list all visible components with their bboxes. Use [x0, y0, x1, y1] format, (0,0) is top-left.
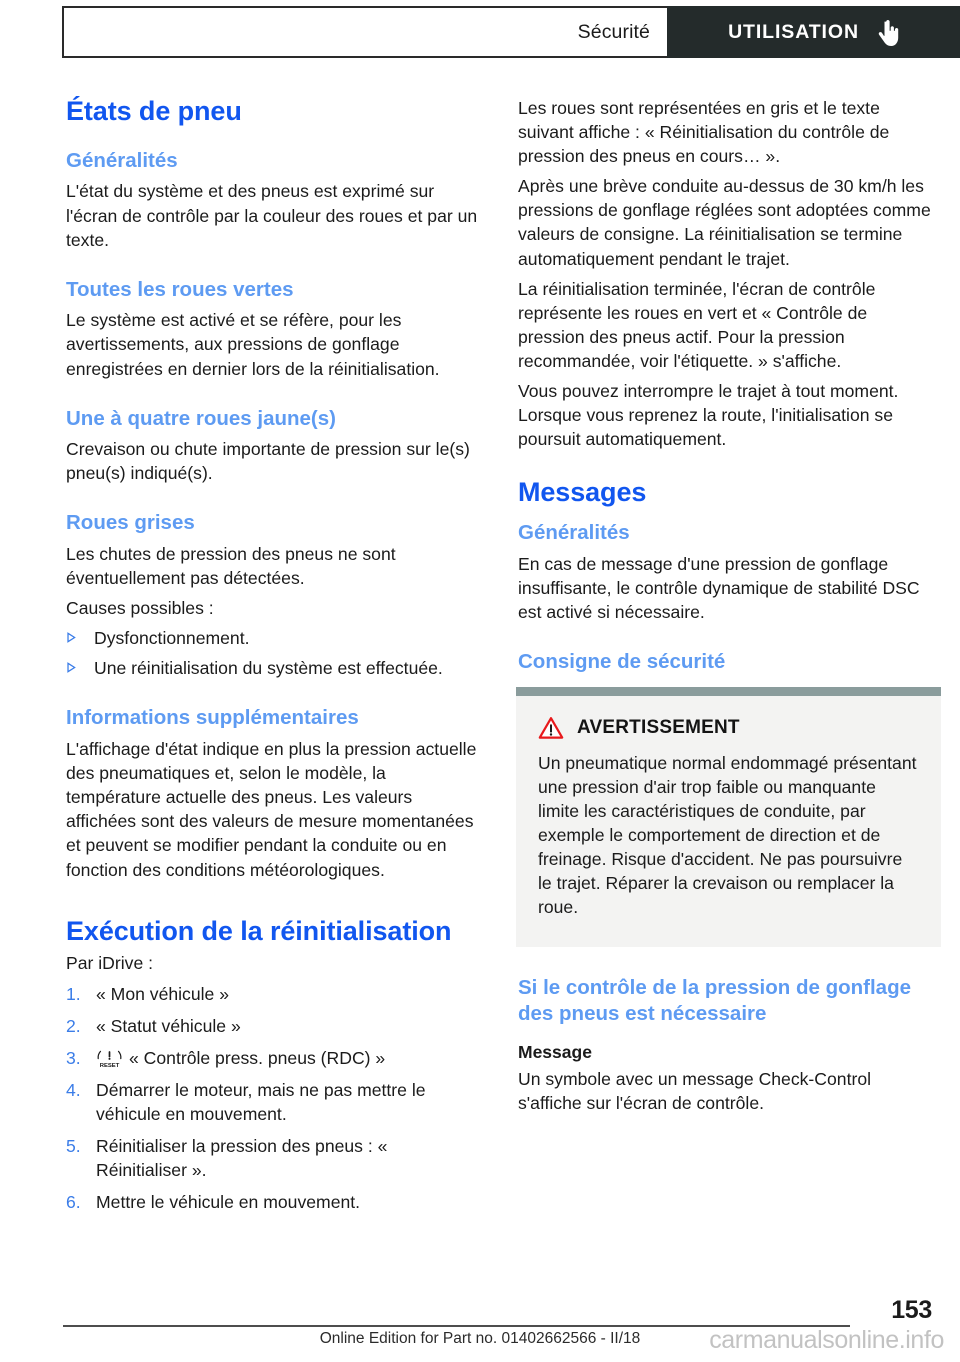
tpms-needed-subheading: Message — [518, 1042, 592, 1063]
spacer — [66, 491, 480, 511]
section-paragraph: L'affichage d'état indique en plus la pression actuelle des pneumatiques et, selon le modèle, la température actuelle des pneus. Les valeurs affichées sont des valeurs de mesure momentanées et peuvent se modifier pendant la conduite ou en fonction des conditions météorologiques. — [66, 739, 477, 880]
step-number: 4. — [66, 1079, 81, 1100]
list-item — [66, 1134, 480, 1182]
step-text-with-icon — [96, 1046, 480, 1070]
tpms-needed-heading: Si le contrôle de la pression de gonflage des pneus est nécessaire — [518, 976, 912, 1025]
section-heading-roues-grises: Roues grises — [66, 511, 195, 535]
page-header — [62, 6, 960, 58]
right-column — [518, 96, 932, 1222]
page-title: États de pneu — [66, 96, 242, 126]
spacer — [518, 457, 932, 477]
messages-general-text: En cas de message d'une pression de gonflage insuffisante, le contrôle dynamique de stabilité DSC est activé si nécessaire. — [518, 553, 920, 622]
lead-paragraph: Les roues sont représentées en gris et le texte suivant affiche : « Réinitialisation du contrôle de pression des pneus en cours… ». — [518, 98, 890, 167]
spacer — [66, 387, 480, 407]
list-item — [66, 1078, 480, 1126]
section-heading-generalites: Généralités — [66, 148, 178, 172]
section-paragraph: Causes possibles : — [66, 598, 214, 619]
section-paragraph: Crevaison ou chute importante de pression sur le(s) pneu(s) indiqué(s). — [66, 439, 470, 484]
pointing-hand-icon — [877, 20, 899, 46]
warning-header — [538, 716, 919, 740]
step-number: 6. — [66, 1192, 81, 1213]
warning-triangle-icon — [538, 716, 564, 740]
spacer — [518, 947, 932, 975]
triangle-bullet-icon — [66, 626, 94, 643]
step-number: 2. — [66, 1015, 81, 1036]
step-number: 5. — [66, 1136, 81, 1157]
left-column — [66, 96, 480, 1222]
section-heading-informations: Informations supplémentaires — [66, 706, 359, 730]
warning-text: Un pneumatique normal endommagé présentant une pression d'air trop faible ou manquante limite les caractéristiques de conduite, par exemple le comportement de direction et de freinage. Risque d'accident. Ne pas poursuivre le trajet. Réparer la crevaison ou remplacer la roue. — [538, 752, 917, 918]
warning-box-content — [516, 696, 941, 948]
step-number: 1. — [66, 983, 81, 1004]
section-heading-roues-vertes: Toutes les roues vertes — [66, 277, 294, 301]
list-item — [66, 982, 480, 1006]
lead-paragraph: Vous pouvez interrompre le trajet à tout moment. Lorsque vous reprenez la route, l'initialisation se poursuit automatiquement. — [518, 381, 899, 450]
list-item — [66, 626, 480, 650]
step-text: « Statut véhicule » — [96, 1015, 241, 1036]
svg-text:RESET: RESET — [99, 1062, 120, 1068]
list-item — [66, 1046, 480, 1070]
list-item-label: Dysfonctionnement. — [94, 628, 250, 649]
causes-bullet-list — [66, 626, 480, 680]
procedure-step-list — [66, 982, 480, 1215]
list-item — [66, 1190, 480, 1214]
chapter-tab-utilisation[interactable] — [667, 6, 960, 58]
messages-general-heading: Généralités — [518, 521, 630, 545]
chapter-tab-label: UTILISATION — [728, 20, 859, 43]
page-number: 153 — [891, 1296, 932, 1324]
footer-edition-line: Online Edition for Part no. 01402662566 - II/18 — [319, 1330, 641, 1347]
procedure-title: Exécution de la réinitialisation — [66, 915, 452, 946]
messages-title: Messages — [518, 477, 647, 508]
spacer — [66, 258, 480, 278]
spacer — [518, 630, 932, 650]
list-item — [66, 656, 480, 680]
section-paragraph: Les chutes de pression des pneus ne sont éventuellement pas détectées. — [66, 543, 396, 589]
step-text: Réinitialiser la pression des pneus : « Réinitialiser ». — [96, 1136, 388, 1181]
step-text: Démarrer le moteur, mais ne pas mettre le véhicule en mouvement. — [96, 1079, 426, 1124]
safety-note-heading: Consigne de sécurité — [518, 650, 726, 674]
warning-box-top-bar — [516, 687, 941, 696]
section-paragraph: Le système est activé et se réfère, pour les avertissements, aux pressions de gonflage enregistrées en dernier lors de la réinitialisation. — [66, 310, 440, 379]
list-item-label: Une réinitialisation du système est effectuée. — [94, 658, 443, 679]
warning-box — [516, 687, 941, 948]
tpms-needed-text: Un symbole avec un message Check-Control s'affiche sur l'écran de contrôle. — [518, 1068, 872, 1114]
step-label: « Contrôle press. pneus (RDC) » — [129, 1047, 386, 1068]
page-body — [66, 96, 932, 1222]
section-heading-roues-jaunes: Une à quatre roues jaune(s) — [66, 406, 336, 430]
spacer — [66, 888, 480, 916]
site-watermark: carmanualsonline.info — [709, 1326, 944, 1354]
triangle-bullet-icon — [66, 656, 94, 673]
procedure-intro: Par iDrive : — [66, 953, 154, 974]
breadcrumb-label: Sécurité — [577, 20, 650, 43]
step-text: « Mon véhicule » — [96, 983, 230, 1004]
list-item — [66, 1014, 480, 1038]
lead-paragraph: Après une brève conduite au-dessus de 30 km/h les pressions de gonflage réglées sont adoptées comme valeurs de consigne. La réinitialisation se termine automatiquement pendant le trajet. — [518, 176, 931, 269]
section-paragraph: L'état du système et des pneus est exprimé sur l'écran de contrôle par la couleur des roues et par un texte. — [66, 181, 478, 250]
breadcrumb — [62, 6, 667, 58]
lead-paragraph: La réinitialisation terminée, l'écran de contrôle représente les roues en vert et « Contrôle de pression des pneus actif. Pour la pression recommandée, voir l'étiquette. » s'affiche. — [518, 278, 876, 371]
warning-title: AVERTISSEMENT — [577, 716, 740, 738]
spacer — [66, 686, 480, 706]
tpms-reset-icon — [96, 1049, 123, 1068]
step-text: Mettre le véhicule en mouvement. — [96, 1192, 361, 1213]
step-number: 3. — [66, 1047, 81, 1068]
